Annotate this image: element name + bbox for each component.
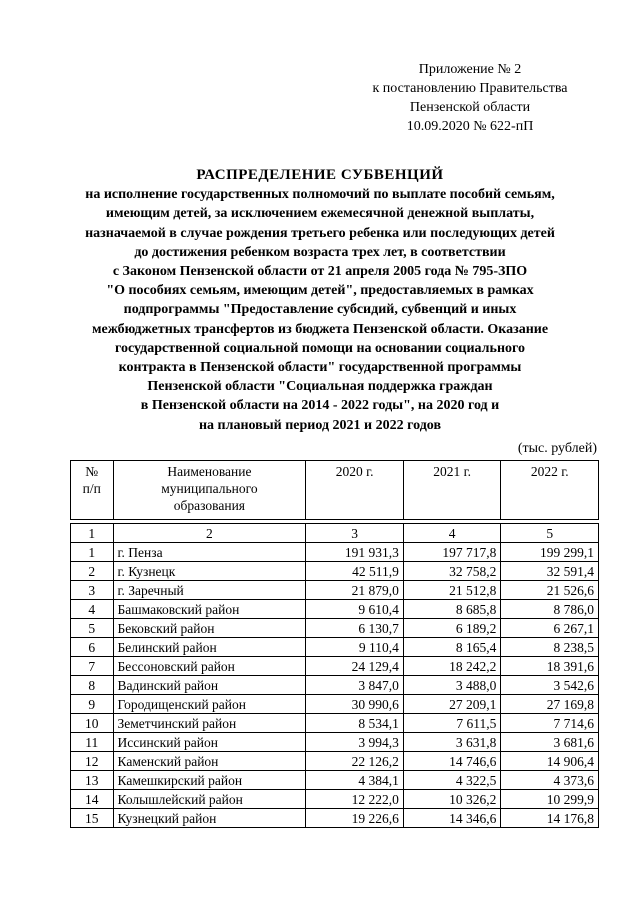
title-line: "О пособиях семьям, имеющим детей", предоставляемых в рамках	[106, 283, 534, 299]
value-2020: 3 994,3	[306, 733, 404, 752]
title-line: назначаемой в случае рождения третьего ребенка или последующих детей	[85, 225, 555, 241]
value-2021: 27 209,1	[403, 695, 501, 714]
value-2021: 8 165,4	[403, 638, 501, 657]
row-number: 2	[71, 562, 114, 581]
value-2021: 21 512,8	[403, 581, 501, 600]
table-row	[71, 790, 599, 809]
table-row	[71, 657, 599, 676]
annex-header	[340, 60, 600, 136]
row-number: 9	[71, 695, 114, 714]
value-2021: 197 717,8	[403, 543, 501, 562]
table-row	[71, 562, 599, 581]
row-number: 14	[71, 790, 114, 809]
annex-region: Пензенской области	[409, 100, 531, 115]
row-number: 11	[71, 733, 114, 752]
header-number: № п/п	[71, 461, 114, 520]
value-2022: 18 391,6	[501, 657, 599, 676]
document-title	[60, 166, 580, 435]
municipality-name: г. Пенза	[113, 543, 306, 562]
municipality-name: Вадинский район	[113, 676, 306, 695]
value-2021: 7 611,5	[403, 714, 501, 733]
units-label: (тыс. рублей)	[517, 441, 597, 456]
header-2021: 2021 г.	[403, 461, 501, 520]
municipality-name: Земетчинский район	[113, 714, 306, 733]
value-2021: 4 322,5	[403, 771, 501, 790]
municipality-name: Белинский район	[113, 638, 306, 657]
value-2022: 199 299,1	[501, 543, 599, 562]
municipality-name: г. Кузнецк	[113, 562, 306, 581]
table-row	[71, 676, 599, 695]
title-line: имеющим детей, за исключением ежемесячной денежной выплаты,	[105, 206, 535, 222]
table-row	[71, 733, 599, 752]
row-number: 10	[71, 714, 114, 733]
index-cell: 3	[306, 524, 404, 543]
value-2021: 8 685,8	[403, 600, 501, 619]
municipality-name: г. Заречный	[113, 581, 306, 600]
row-number: 1	[71, 543, 114, 562]
title-line: государственной социальной помощи на основании социального	[114, 340, 526, 356]
value-2022: 10 299,9	[501, 790, 599, 809]
municipality-name: Городищенский район	[113, 695, 306, 714]
value-2020: 4 384,1	[306, 771, 404, 790]
title-line: межбюджетных трансфертов из бюджета Пензенской области. Оказание	[91, 321, 549, 337]
title-line: Пензенской области "Социальная поддержка граждан	[147, 379, 493, 395]
value-2021: 10 326,2	[403, 790, 501, 809]
table-row	[71, 600, 599, 619]
title-heading: РАСПРЕДЕЛЕНИЕ СУБВЕНЦИЙ	[196, 167, 444, 183]
title-line: подпрограммы "Предоставление субсидий, субвенций и иных	[123, 302, 517, 318]
value-2021: 14 346,6	[403, 809, 501, 828]
row-number: 8	[71, 676, 114, 695]
index-cell: 5	[501, 524, 599, 543]
title-line: на плановый период 2021 и 2022 годов	[198, 417, 442, 433]
value-2022: 8 238,5	[501, 638, 599, 657]
row-number: 4	[71, 600, 114, 619]
header-2022: 2022 г.	[501, 461, 599, 520]
table-row	[71, 581, 599, 600]
table-row	[71, 752, 599, 771]
title-line: до достижения ребенком возраста трех лет, в соответствии	[134, 244, 506, 260]
value-2022: 8 786,0	[501, 600, 599, 619]
value-2021: 6 189,2	[403, 619, 501, 638]
value-2022: 4 373,6	[501, 771, 599, 790]
value-2020: 21 879,0	[306, 581, 404, 600]
value-2020: 30 990,6	[306, 695, 404, 714]
value-2020: 22 126,2	[306, 752, 404, 771]
row-number: 6	[71, 638, 114, 657]
value-2021: 3 631,8	[403, 733, 501, 752]
table-row	[71, 619, 599, 638]
value-2022: 32 591,4	[501, 562, 599, 581]
value-2020: 19 226,6	[306, 809, 404, 828]
column-index-row	[71, 524, 599, 543]
value-2020: 9 610,4	[306, 600, 404, 619]
title-line: контракта в Пензенской области" государственной программы	[118, 360, 522, 376]
municipality-name: Камешкирский район	[113, 771, 306, 790]
municipality-name: Колышлейский район	[113, 790, 306, 809]
table-header-row	[71, 461, 599, 520]
value-2021: 32 758,2	[403, 562, 501, 581]
value-2022: 14 176,8	[501, 809, 599, 828]
value-2022: 3 681,6	[501, 733, 599, 752]
table-row	[71, 809, 599, 828]
table-row	[71, 638, 599, 657]
value-2021: 14 746,6	[403, 752, 501, 771]
municipality-name: Бессоновский район	[113, 657, 306, 676]
row-number: 12	[71, 752, 114, 771]
value-2020: 191 931,3	[306, 543, 404, 562]
value-2020: 9 110,4	[306, 638, 404, 657]
table-row	[71, 714, 599, 733]
value-2020: 42 511,9	[306, 562, 404, 581]
row-number: 5	[71, 619, 114, 638]
index-cell: 2	[113, 524, 306, 543]
municipality-name: Кузнецкий район	[113, 809, 306, 828]
header-2020: 2020 г.	[306, 461, 404, 520]
annex-number: Приложение № 2	[418, 62, 522, 77]
value-2022: 27 169,8	[501, 695, 599, 714]
value-2020: 6 130,7	[306, 619, 404, 638]
row-number: 3	[71, 581, 114, 600]
municipality-name: Башмаковский район	[113, 600, 306, 619]
value-2020: 8 534,1	[306, 714, 404, 733]
annex-reference: к постановлению Правительства	[372, 81, 568, 96]
value-2020: 3 847,0	[306, 676, 404, 695]
subvention-table	[70, 460, 599, 828]
municipality-name: Каменский район	[113, 752, 306, 771]
row-number: 15	[71, 809, 114, 828]
value-2021: 3 488,0	[403, 676, 501, 695]
table-row	[71, 543, 599, 562]
table-row	[71, 771, 599, 790]
index-cell: 4	[403, 524, 501, 543]
value-2022: 21 526,6	[501, 581, 599, 600]
value-2022: 7 714,6	[501, 714, 599, 733]
value-2022: 3 542,6	[501, 676, 599, 695]
municipality-name: Иссинский район	[113, 733, 306, 752]
row-number: 7	[71, 657, 114, 676]
value-2020: 24 129,4	[306, 657, 404, 676]
row-number: 13	[71, 771, 114, 790]
value-2021: 18 242,2	[403, 657, 501, 676]
title-line: в Пензенской области на 2014 - 2022 годы", на 2020 год и	[140, 398, 500, 414]
title-line: на исполнение государственных полномочий по выплате пособий семьям,	[85, 187, 555, 203]
value-2022: 6 267,1	[501, 619, 599, 638]
municipality-name: Бековский район	[113, 619, 306, 638]
table-row	[71, 695, 599, 714]
title-line: с Законом Пензенской области от 21 апреля 2005 года № 795-ЗПО	[112, 264, 528, 280]
value-2020: 12 222,0	[306, 790, 404, 809]
header-municipality: Наименование муниципального образования	[113, 461, 306, 520]
value-2022: 14 906,4	[501, 752, 599, 771]
annex-date-number: 10.09.2020 № 622-пП	[406, 119, 534, 134]
index-cell: 1	[71, 524, 114, 543]
